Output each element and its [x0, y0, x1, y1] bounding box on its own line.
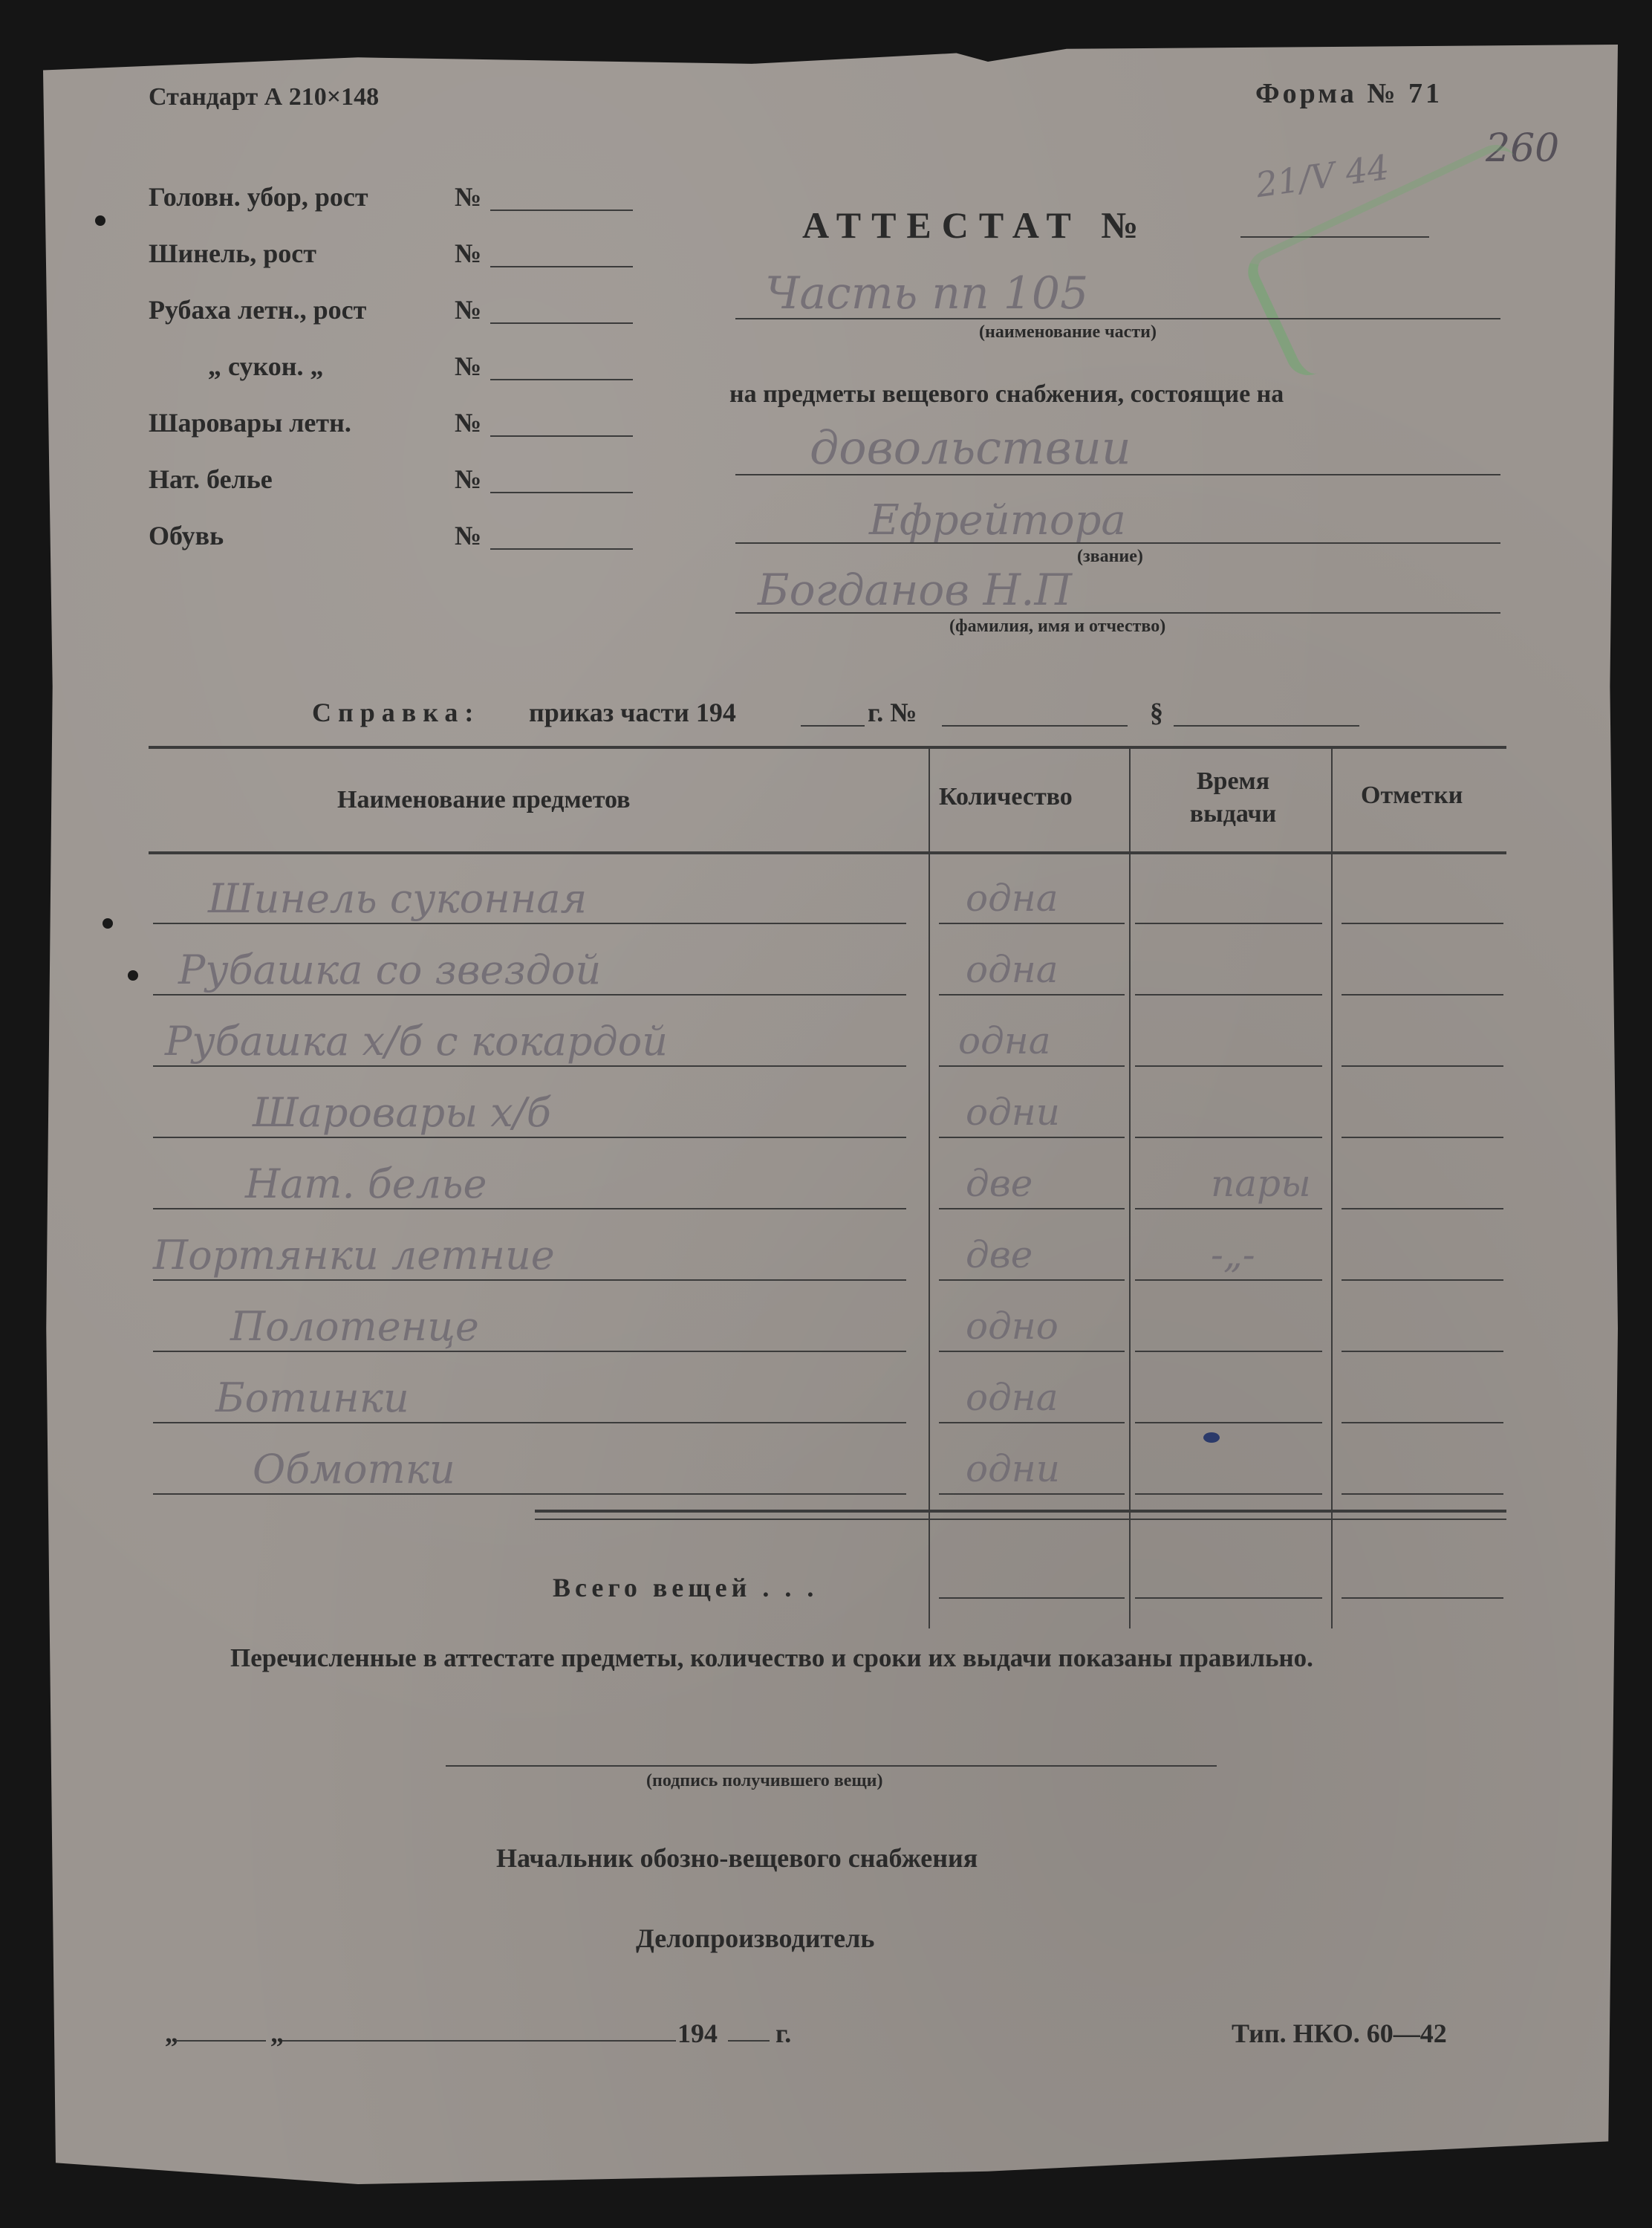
list-item-no: №	[455, 408, 482, 438]
row-item-name: Полотенце	[230, 1303, 479, 1350]
spravka-label: Справка:	[312, 698, 481, 727]
spravka-section: §	[1150, 698, 1163, 727]
list-item-no: №	[455, 295, 482, 325]
chief-title: Начальник обозно-вещевого снабжения	[496, 1843, 978, 1873]
list-item-label: Шаровары летн.	[149, 408, 351, 438]
status-handwritten: довольствии	[810, 420, 1131, 475]
col-header-time: Время выдачи	[1189, 767, 1277, 828]
list-item-label: Обувь	[149, 521, 224, 550]
row-qty: одна	[966, 877, 1058, 920]
list-item-no: №	[455, 182, 482, 212]
confirmation-statement: Перечисленные в аттестате предметы, количество и сроки их выдачи показаны правильно.	[230, 1643, 1313, 1672]
row-item-name: Рубашка х/б с кокардой	[165, 1018, 669, 1065]
row-time: пары	[1211, 1162, 1311, 1205]
row-qty: одни	[966, 1091, 1060, 1134]
list-item-label: Рубаха летн., рост	[149, 295, 367, 325]
row-qty: одни	[966, 1447, 1060, 1490]
row-item-name: Шинель суконная	[208, 875, 588, 922]
attestat-number-handwritten: 21/V 44	[1253, 146, 1392, 206]
row-item-name: Ботинки	[215, 1374, 409, 1421]
date-year: 194	[677, 2018, 718, 2048]
col-header-qty: Количество	[939, 783, 1073, 811]
ink-blot	[1203, 1432, 1220, 1443]
printing-house: Тип. НКО. 60—42	[1232, 2018, 1447, 2048]
row-item-name: Рубашка со звездой	[178, 946, 602, 993]
row-qty: две	[966, 1162, 1033, 1205]
row-qty: одно	[966, 1305, 1058, 1348]
list-item-no: №	[455, 464, 482, 494]
binder-hole	[95, 215, 105, 226]
row-qty: одна	[966, 948, 1058, 991]
list-item-label: „ сукон. „	[208, 351, 324, 381]
row-qty: одна	[966, 1376, 1058, 1419]
list-item-no: №	[455, 521, 482, 550]
name-handwritten: Богданов Н.П	[758, 565, 1073, 615]
list-item-no: №	[455, 351, 482, 381]
corner-note: 260	[1486, 126, 1560, 171]
unit-caption: (наименование части)	[979, 322, 1157, 342]
list-item-label: Нат. белье	[149, 464, 273, 494]
col-header-notes: Отметки	[1361, 782, 1463, 809]
row-item-name: Шаровары х/б	[253, 1089, 551, 1136]
col-header-item: Наименование предметов	[337, 786, 631, 813]
list-item-label: Головн. убор, рост	[149, 182, 368, 212]
row-qty: две	[966, 1233, 1033, 1276]
rank-caption: (звание)	[1077, 547, 1143, 566]
clerk-title: Делопроизводитель	[636, 1923, 875, 1953]
unit-handwritten: Часть пп 105	[765, 267, 1089, 319]
standard-label: Стандарт А 210×148	[149, 83, 380, 111]
row-item-name: Портянки летние	[153, 1232, 555, 1279]
date-g: г.	[775, 2018, 792, 2048]
list-item-label: Шинель, рост	[149, 238, 316, 268]
spravka-text: приказ части 194	[529, 698, 736, 727]
name-caption: (фамилия, имя и отчество)	[949, 617, 1166, 636]
rank-handwritten: Ефрейтора	[869, 496, 1126, 545]
binder-hole	[128, 970, 138, 981]
list-item-no: №	[455, 238, 482, 268]
supply-line-text: на предметы вещевого снабжения, состоящие на	[729, 380, 1284, 408]
attestat-title: АТТЕСТАТ №	[802, 204, 1149, 246]
binder-hole	[103, 918, 113, 929]
row-qty: одна	[958, 1019, 1051, 1062]
form-number: Форма № 71	[1255, 78, 1443, 109]
row-item-name: Нат. белье	[245, 1160, 487, 1207]
signature-caption: (подпись получившего вещи)	[646, 1771, 883, 1790]
row-item-name: Обмотки	[253, 1446, 455, 1493]
spravka-g: г. №	[868, 698, 917, 727]
total-label: Всего вещей . . .	[553, 1573, 819, 1602]
row-time: -„-	[1211, 1233, 1255, 1276]
